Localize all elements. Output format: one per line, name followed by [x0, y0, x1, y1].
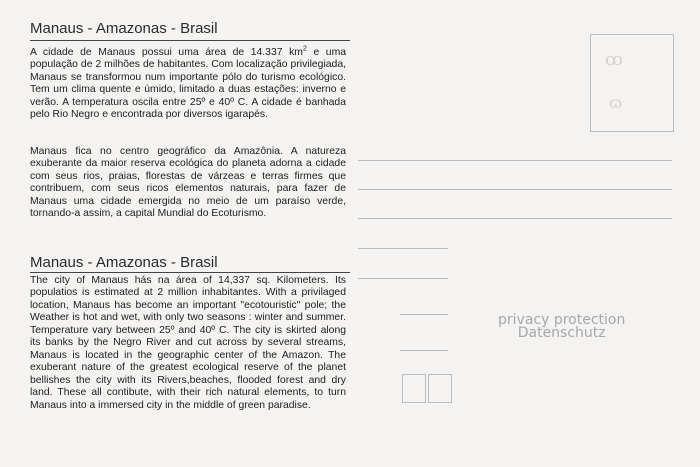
portuguese-paragraph-1: A cidade de Manaus possui uma área de 14.337 $km^2$ e uma população de 2 milhões de habitantes. Com localização privilegiada, Manaus se transformou num importante pólo do turismo ecológico. Tem um clima quente e úmido, limitado a duas estações: inverno e verão. A temperatura oscila entre 25º e 40º C. A cidade é banhada pelo Rio Negro e encontrada por diversos igarapés. — [30, 45, 347, 121]
portuguese-title: Manaus - Amazonas - Brasil — [30, 20, 218, 37]
watermark-line-2: Datenschutz — [517, 325, 606, 341]
privacy-watermark — [498, 314, 625, 340]
postcode-box — [428, 374, 452, 403]
address-line — [358, 160, 672, 161]
address-line — [400, 314, 448, 315]
postcode-box — [402, 374, 426, 403]
watermark-line-1: privacy protection — [498, 312, 626, 328]
address-line — [358, 248, 448, 249]
address-line — [400, 350, 448, 351]
english-paragraph: The city of Manaus hás na área of 14,337 sq. Kilometers. Its populatios is estimated at 2 million inhabitantes. With a privilaged location, Manaus has become an important "ecotouristic" pole; the Weather is hot and wet, with only two seasons : winter and summer. Temperature vary between 25º and 40º C. The city is skirted along its banks by the Negro River and cut across by several streams, Manaus is located in the geographic center of the Amazon. The exuberant nature of the greatest ecological reserve of the planet bellishes the city with its Rivers,beaches, flooded forest and dry land. These all contibute, with their rich natural elements, to turn Manaus into a immersed city in the middle of green paradise. — [30, 275, 346, 411]
address-line — [358, 189, 672, 190]
english-title-underline — [30, 272, 350, 273]
portuguese-title-underline — [30, 40, 350, 41]
stamp-box — [590, 34, 674, 132]
english-title: Manaus - Amazonas - Brasil — [30, 254, 218, 271]
portuguese-paragraph-2: Manaus fica no centro geográfico da Amazônia. A natureza exuberante da maior reserva ecológica do planeta adorna a cidade com seus rios, praias, florestas de várzeas e terras firmes que contribuem, com seus ricos elementos naturais, para fazer de Manaus uma cidade emergida no meio de um paraíso verde, tornando-a assim, a capital Mundial do Ecoturismo. — [30, 146, 346, 220]
address-line — [358, 278, 448, 279]
stamp-mark-top: ꝏ — [605, 49, 623, 70]
address-line — [358, 218, 672, 219]
stamp-mark-bottom: ɷ — [609, 93, 623, 112]
